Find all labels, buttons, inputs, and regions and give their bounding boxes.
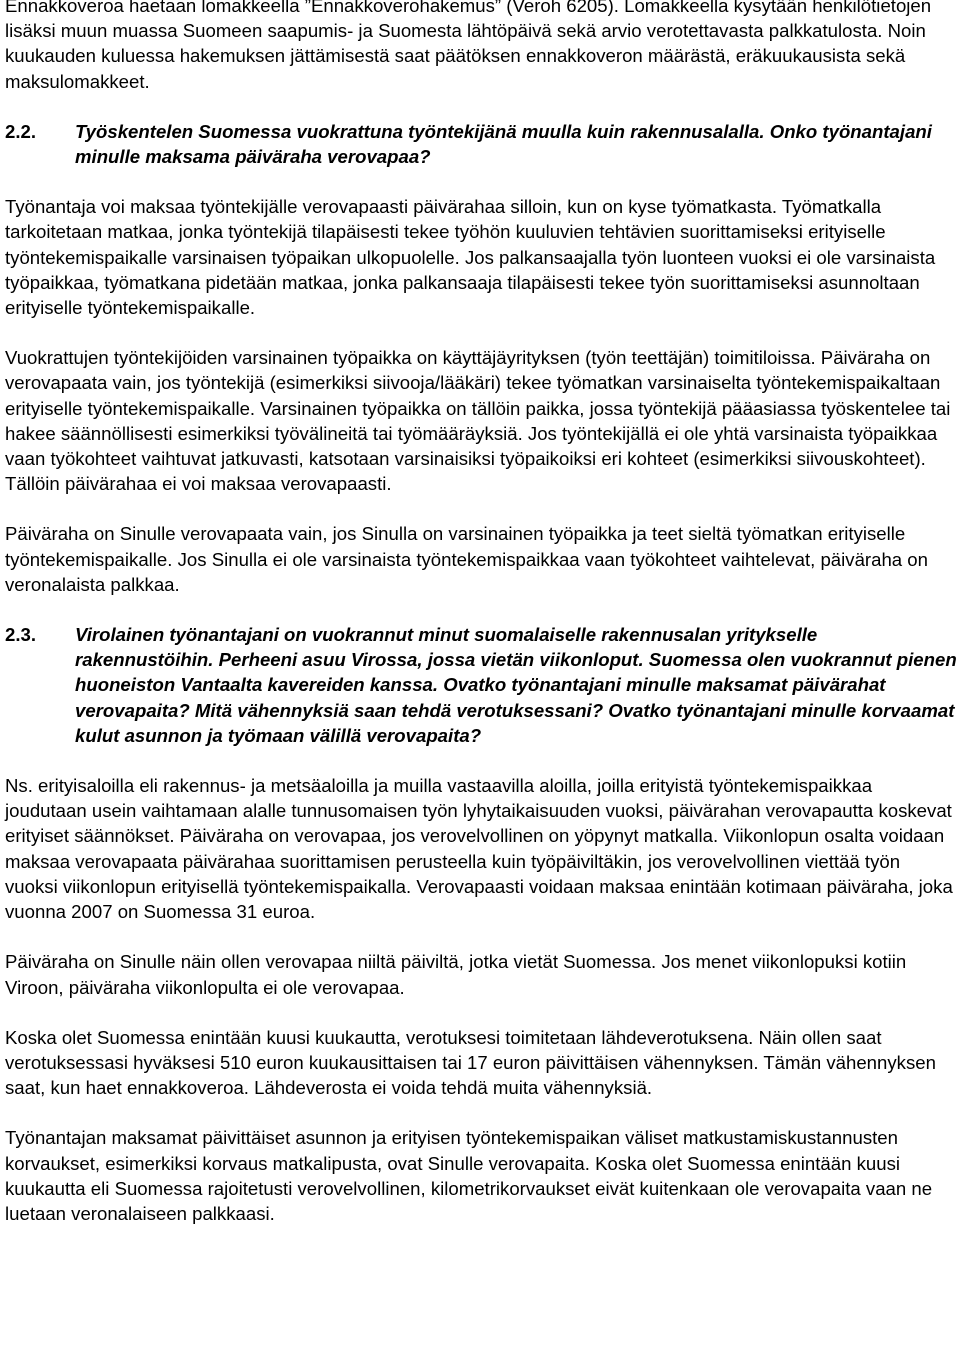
intro-paragraph: Ennakkoveroa haetaan lomakkeella ”Ennakkoverohakemus” (Veroh 6205). Lomakkeella kysytään henkilötietojen lisäksi muun muassa Suomeen saapumis- ja Suomesta lähtöpäivä sekä arvio verotettavasta palkkatulosta. Noin kuukauden kuluessa hakemuksen jättämisestä saat päätöksen ennakkoveron määrästä, eräkuukausista sekä maksulomakkeet. — [5, 0, 932, 92]
document-page — [5, 0, 957, 1251]
body-paragraph: Työnantajan maksamat päivittäiset asunnon ja erityisen työntekemispaikan väliset matkustamiskustannusten korvaukset, esimerkiksi korvaus matkalipusta, ovat Sinulle verovapaita. Koska olet Suomessa enintään kuusi kuukautta eli Suomessa rajoitetusti verovelvollinen, kilometrikorvaukset eivät kuitenkaan ole verovapaita vaan ne luetaan veronalaiseen palkkaasi. — [5, 1127, 933, 1224]
section-question-italic-part: Virolainen työnantajani on vuokrannut minut suomalaiselle rakennusalan yritykselle rakennustöihin. — [75, 624, 818, 671]
section-question-rest: Perheeni asuu Virossa, jossa vietän viikonloput. Suomessa olen vuokrannut pienen huoneiston Vantaalta kavereiden kanssa. Ovatko työnantajani minulle maksamat päivärahat verovapaita? Mitä vähennyksiä saan tehdä verotuksessani? Ovatko työnantajani minulle korvaamat kulut asunnon ja työmaan välillä verovapaita? — [75, 649, 957, 746]
section-question: Työskentelen Suomessa vuokrattuna työntekijänä muulla kuin rakennusalalla. Onko työnantajani minulle maksama päiväraha verovapaa? — [75, 120, 932, 168]
body-paragraph: Päiväraha on Sinulle näin ollen verovapaa niiltä päiviltä, jotka vietät Suomessa. Jos menet viikonlopuksi kotiin Viroon, päiväraha viikonlopulta ei ole verovapaa. — [5, 951, 907, 998]
section-heading-2-3 — [5, 622, 957, 748]
body-paragraph: Vuokrattujen työntekijöiden varsinainen työpaikka on käyttäjäyrityksen (työn teettäjän) toimitiloissa. Päiväraha on verovapaata vain, jos työntekijä (esimerkiksi siivooja/lääkäri) tekee työmatkan varsinaiselta työntekemispaikaltaan erityiselle työntekemispaikalle. Varsinainen työpaikka on tällöin paikka, jossa työntekijä pääasiassa työskentelee tai hakee säännöllisesti esimerkiksi työvälineitä tai työmääräyksiä. Jos työntekijällä ei ole yhtä varsinaista työpaikkaa vaan työkohteet vaihtuvat jatkuvasti, katsotaan varsinaisiksi työpaikoiksi eri kohteet (esimerkiksi siivouskohteet). Tällöin päivärahaa ei voi maksaa verovapaasti. — [5, 347, 951, 495]
section-number: 2.2. — [5, 120, 37, 142]
section-heading-2-2 — [5, 119, 957, 169]
section-question — [75, 622, 957, 748]
body-paragraph: Työnantaja voi maksaa työntekijälle verovapaasti päivärahaa silloin, kun on kyse työmatkasta. Työmatkalla tarkoitetaan matkaa, jonka työntekijä tilapäisesti tekee työhön kuuluvien tehtävien suorittamiseksi erityiselle työntekemispaikalle varsinaisen työpaikan ulkopuolelle. Jos palkansaajalla työn luonteen vuoksi ei ole varsinaista työpaikkaa, työmatkana pidetään matkaa, jonka palkansaaja tilapäisesti tekee työn suorittamiseksi asunnoltaan erityiselle työntekemispaikalle. — [5, 196, 936, 319]
body-paragraph: Päiväraha on Sinulle verovapaata vain, jos Sinulla on varsinainen työpaikka ja teet sieltä työmatkan erityiselle työntekemispaikalle. Jos Sinulla ei ole varsinaista työntekemispaikkaa vaan työkohteet vaihtelevat, päiväraha on veronalaista palkkaa. — [5, 523, 928, 595]
section-number: 2.3. — [5, 624, 37, 646]
body-paragraph: Ns. erityisaloilla eli rakennus- ja metsäaloilla ja muilla vastaavilla aloilla, joilla erityistä työntekemispaikkaa joudutaan usein vaihtamaan alalle tunnusomaisen työn lyhytaikaisuuden vuoksi, päivärahan verovapautta koskevat erityiset säännökset. Päiväraha on verovapaa, jos verovelvollinen on yöpynyt matkalla. Viikonlopun osalta voidaan maksaa verovapaata päivärahaa suorittamisen perusteella kuin työpäiviltäkin, jos verovelvollinen viettää työn vuoksi viikonlopun erityisellä työntekemispaikalla. Verovapaasti voidaan maksaa enintään kotimaan päiväraha, joka vuonna 2007 on Suomessa 31 euroa. — [5, 775, 953, 923]
body-paragraph: Koska olet Suomessa enintään kuusi kuukautta, verotuksesi toimitetaan lähdeverotuksena. Näin ollen saat verotuksessasi hyväksesi 510 euron kuukausittaisen tai 17 euron päivittäisen vähennyksen. Tämän vähennyksen saat, kun haet ennakkoveroa. Lähdeverosta ei voida tehdä muita vähennyksiä. — [5, 1026, 936, 1099]
